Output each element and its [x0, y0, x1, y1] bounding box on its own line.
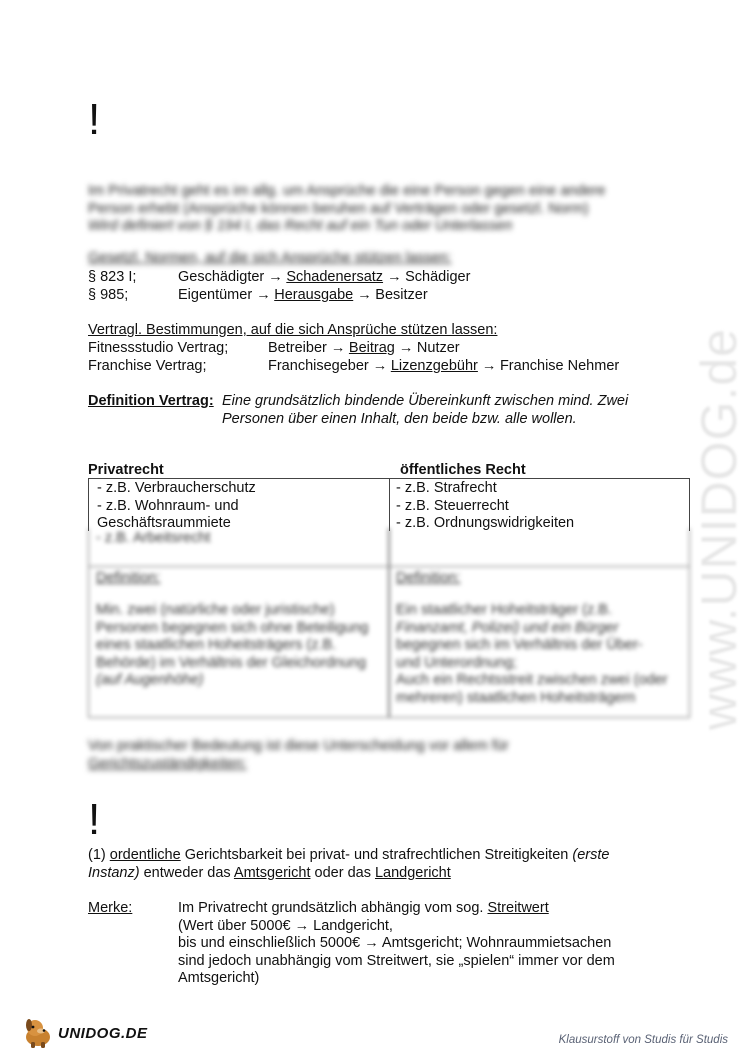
norm-paragraph: § 823 I; — [88, 269, 137, 285]
column-header-privatrecht: Privatrecht — [88, 462, 164, 478]
contract-name: Franchise Vertrag; — [88, 358, 207, 374]
intro-paragraph — [88, 183, 605, 236]
intro-line: Wird definiert von § 194 I, das Recht auf ein Tun oder Unterlassen — [88, 218, 513, 234]
contracts-heading: Vertragl. Bestimmungen, auf die sich Ansprüche stützen lassen: — [88, 322, 498, 338]
exclamation-marker-1: ! — [88, 95, 101, 144]
contract-name: Fitnessstudio Vertrag; — [88, 340, 229, 356]
table-cell-item: Geschäftsraummiete — [97, 515, 231, 531]
court-paragraph: (1) ordentliche Gerichtsbarkeit bei privat- und strafrechtlichen Streitigkeiten (erste Instanz) entweder das Amtsgericht oder das Landgericht — [88, 847, 610, 881]
arrow-right-icon: → — [481, 358, 497, 374]
table-cell-item: - z.B. Strafrecht — [396, 480, 497, 496]
arrow-right-icon: → — [387, 269, 402, 285]
arrow-right-icon: → — [357, 287, 372, 303]
norms-heading: Gesetzl. Normen, auf die sich Ansprüche stützen lassen: — [88, 250, 452, 266]
left-definition-label: Definition: — [96, 570, 161, 586]
table-cell-item: - z.B. Verbraucherschutz — [97, 480, 256, 496]
table-cell-item: - z.B. Steuerrecht — [396, 497, 509, 514]
intro-line: Im Privatrecht geht es im allg. um Ansprüche die eine Person gegen eine andere — [88, 183, 606, 199]
right-definition-label: Definition: — [396, 570, 461, 586]
watermark: www.UNIDOG.de — [691, 328, 747, 730]
exclamation-marker-2: ! — [88, 795, 101, 844]
comparison-table-blurred — [88, 528, 689, 718]
merke-label: Merke: — [88, 900, 133, 916]
table-cell-item: - z.B. Ordnungswidrigkeiten — [396, 515, 575, 531]
footer-tagline: Klausurstoff von Studis für Studis — [558, 1034, 728, 1046]
right-definition-text: Ein staatlicher Hoheitsträger (z.B. Finanzamt, Polizei) und ein Bürger begegnen sich im Verhältnis der Über- und Unterordnung; Auch ein Rechtsstreit zwischen zwei (oder mehreren) staatlichen Hoheitsträgern — [396, 602, 668, 706]
column-header-oeffentliches-recht: öffentliches Recht — [400, 462, 526, 478]
norm-relation: Geschädigter → Schadenersatz → Schädiger — [178, 269, 471, 285]
contract-relation: Franchisegeber → Lizenzgebühr → Franchise Nehmer — [268, 358, 620, 374]
merke-text: Im Privatrecht grundsätzlich abhängig vom sog. Streitwert (Wert über 5000€ → Landgericht, bis und einschließlich 5000€ → Amtsgericht; Wohnraummietsachen sind jedoch unabhängig vom Streitwert, sie „spielen“ immer vor dem Amtsgericht) — [178, 900, 615, 986]
arrow-right-icon: → — [256, 287, 271, 303]
dog-mascot-icon — [22, 1017, 56, 1049]
norm-relation: Eigentümer → Herausgabe → Besitzer — [178, 287, 428, 303]
norm-paragraph: § 985; — [88, 287, 129, 303]
intro-line: Person erhebt (Ansprüche können beruhen auf Verträgen oder gesetzl. Norm) — [88, 200, 589, 217]
definition-label: Definition Vertrag: — [88, 393, 214, 409]
table-cell-item: - z.B. Wohnraum- und — [97, 497, 239, 514]
arrow-right-icon: → — [398, 340, 414, 356]
arrow-right-icon: → — [330, 340, 346, 356]
left-definition-text: Min. zwei (natürliche oder juristische) Personen begegnen sich ohne Beteiligung eines staatlichen Hoheitsträgers (z.B. Behörde) im Verhältnis der Gleichordnung (auf Augenhöhe) — [96, 602, 369, 688]
table-cell-item: - z.B. Arbeitsrecht — [96, 530, 211, 546]
contract-relation: Betreiber → Beitrag → Nutzer — [268, 340, 460, 356]
logo-text: UNIDOG.DE — [58, 1024, 148, 1042]
definition-text: Eine grundsätzlich bindende Übereinkunft zwischen mind. Zwei Personen über einen Inhalt, den beide bzw. alle wollen. — [222, 393, 629, 427]
arrow-right-icon: → — [372, 358, 388, 374]
court-relevance-note: Von praktischer Bedeutung ist diese Unterscheidung vor allem für Gerichtszuständigkeiten: — [88, 738, 509, 772]
comparison-table-top — [88, 478, 690, 531]
arrow-right-icon: → — [268, 269, 283, 285]
footer-logo — [22, 1016, 148, 1050]
